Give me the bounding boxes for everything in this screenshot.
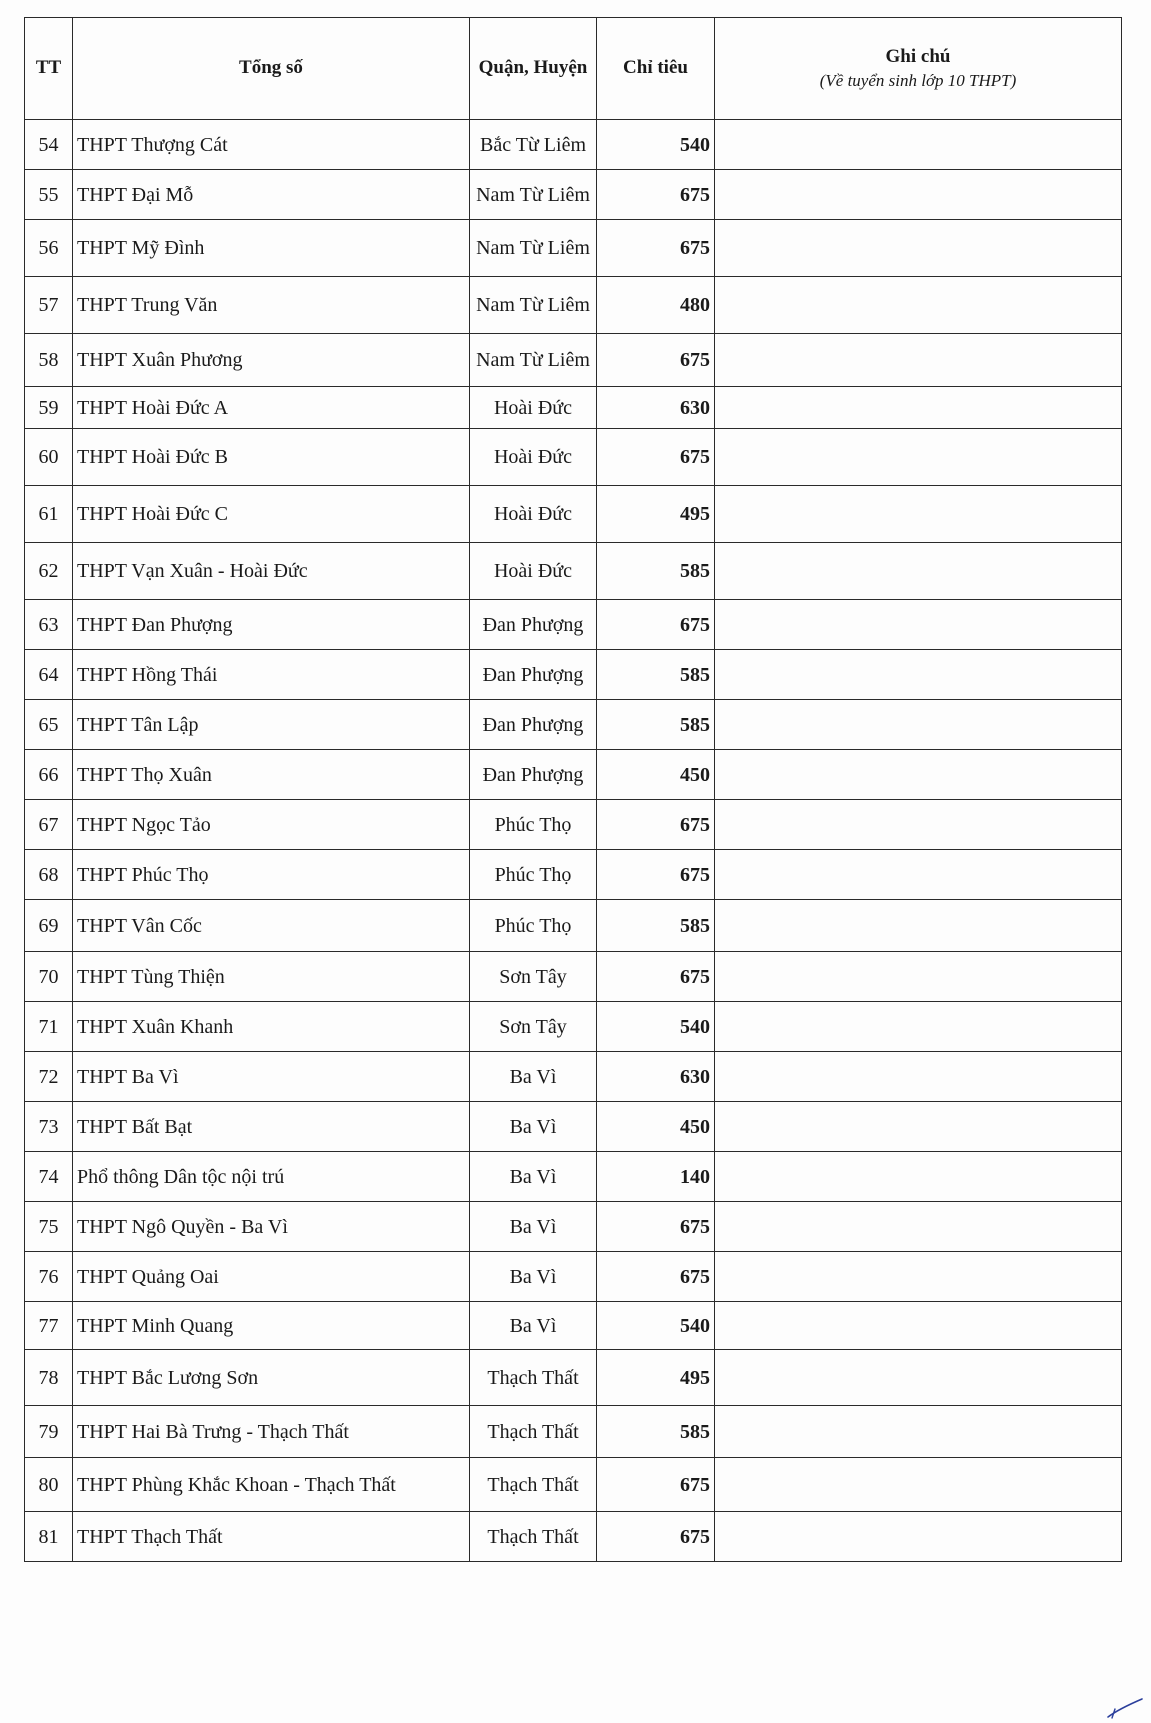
row-number: 78 [25, 1350, 73, 1406]
school-name: THPT Phùng Khắc Khoan - Thạch Thất [73, 1458, 470, 1512]
row-number: 74 [25, 1152, 73, 1202]
quota-value: 675 [597, 850, 715, 900]
header-note-subtitle: (Về tuyển sinh lớp 10 THPT) [819, 70, 1017, 90]
table-row [25, 220, 1122, 277]
row-number: 71 [25, 1002, 73, 1052]
row-number: 70 [25, 952, 73, 1002]
note-cell [715, 952, 1122, 1002]
note-cell [715, 220, 1122, 277]
school-name: THPT Ba Vì [73, 1052, 470, 1102]
district-name: Ba Vì [470, 1102, 597, 1152]
table-row [25, 1406, 1122, 1458]
school-name: THPT Hai Bà Trưng - Thạch Thất [73, 1406, 470, 1458]
row-number: 59 [25, 387, 73, 429]
quota-value: 630 [597, 387, 715, 429]
district-name: Nam Từ Liêm [470, 277, 597, 334]
district-name: Hoài Đức [470, 486, 597, 543]
district-name: Hoài Đức [470, 387, 597, 429]
district-name: Ba Vì [470, 1302, 597, 1350]
table-row [25, 1202, 1122, 1252]
signature-stroke-icon [1106, 1697, 1144, 1719]
note-cell [715, 543, 1122, 600]
school-name: THPT Hồng Thái [73, 650, 470, 700]
header-tt: TT [25, 18, 73, 120]
header-district: Quận, Huyện [470, 18, 597, 120]
table-row [25, 700, 1122, 750]
admission-quota-table [24, 17, 1122, 1562]
note-cell [715, 120, 1122, 170]
quota-value: 450 [597, 1102, 715, 1152]
quota-value: 495 [597, 1350, 715, 1406]
school-name: THPT Trung Văn [73, 277, 470, 334]
table-row [25, 1252, 1122, 1302]
table-header [25, 18, 1122, 120]
row-number: 64 [25, 650, 73, 700]
row-number: 65 [25, 700, 73, 750]
note-cell [715, 1406, 1122, 1458]
quota-value: 675 [597, 334, 715, 387]
header-row [25, 18, 1122, 120]
quota-value: 675 [597, 600, 715, 650]
table-row [25, 387, 1122, 429]
note-cell [715, 900, 1122, 952]
school-name: THPT Minh Quang [73, 1302, 470, 1350]
school-name: THPT Bất Bạt [73, 1102, 470, 1152]
district-name: Sơn Tây [470, 1002, 597, 1052]
note-cell [715, 429, 1122, 486]
table-row [25, 1052, 1122, 1102]
table-row [25, 1152, 1122, 1202]
table-row [25, 543, 1122, 600]
header-note-title: Ghi chú [885, 45, 951, 67]
district-name: Nam Từ Liêm [470, 334, 597, 387]
school-name: THPT Ngô Quyền - Ba Vì [73, 1202, 470, 1252]
table-row [25, 1002, 1122, 1052]
quota-value: 675 [597, 1252, 715, 1302]
row-number: 75 [25, 1202, 73, 1252]
district-name: Phúc Thọ [470, 850, 597, 900]
note-cell [715, 1458, 1122, 1512]
school-name: THPT Đan Phượng [73, 600, 470, 650]
district-name: Ba Vì [470, 1152, 597, 1202]
row-number: 57 [25, 277, 73, 334]
table-row [25, 952, 1122, 1002]
district-name: Thạch Thất [470, 1406, 597, 1458]
table-row [25, 1302, 1122, 1350]
note-cell [715, 600, 1122, 650]
school-name: THPT Hoài Đức B [73, 429, 470, 486]
quota-value: 675 [597, 1458, 715, 1512]
table-row [25, 277, 1122, 334]
note-cell [715, 1512, 1122, 1562]
school-name: THPT Thượng Cát [73, 120, 470, 170]
school-name: THPT Xuân Khanh [73, 1002, 470, 1052]
district-name: Phúc Thọ [470, 800, 597, 850]
table-row [25, 1102, 1122, 1152]
row-number: 56 [25, 220, 73, 277]
note-cell [715, 750, 1122, 800]
quota-value: 450 [597, 750, 715, 800]
note-cell [715, 387, 1122, 429]
district-name: Đan Phượng [470, 600, 597, 650]
row-number: 77 [25, 1302, 73, 1350]
district-name: Hoài Đức [470, 429, 597, 486]
note-cell [715, 277, 1122, 334]
quota-value: 630 [597, 1052, 715, 1102]
school-name: THPT Vạn Xuân - Hoài Đức [73, 543, 470, 600]
table-row [25, 486, 1122, 543]
note-cell [715, 170, 1122, 220]
quota-value: 585 [597, 543, 715, 600]
quota-value: 675 [597, 170, 715, 220]
district-name: Đan Phượng [470, 650, 597, 700]
row-number: 55 [25, 170, 73, 220]
header-name: Tổng số [73, 18, 470, 120]
note-cell [715, 1152, 1122, 1202]
row-number: 68 [25, 850, 73, 900]
school-name: THPT Tùng Thiện [73, 952, 470, 1002]
table-row [25, 120, 1122, 170]
table-row [25, 650, 1122, 700]
note-cell [715, 1202, 1122, 1252]
table-row [25, 1350, 1122, 1406]
table-row [25, 750, 1122, 800]
district-name: Thạch Thất [470, 1512, 597, 1562]
table-row [25, 1512, 1122, 1562]
note-cell [715, 334, 1122, 387]
table-body [25, 120, 1122, 1562]
note-cell [715, 650, 1122, 700]
quota-value: 675 [597, 1512, 715, 1562]
school-name: THPT Mỹ Đình [73, 220, 470, 277]
quota-value: 540 [597, 120, 715, 170]
note-cell [715, 1302, 1122, 1350]
district-name: Bắc Từ Liêm [470, 120, 597, 170]
school-name: THPT Hoài Đức C [73, 486, 470, 543]
row-number: 54 [25, 120, 73, 170]
quota-value: 675 [597, 952, 715, 1002]
quota-value: 585 [597, 650, 715, 700]
quota-value: 675 [597, 220, 715, 277]
district-name: Ba Vì [470, 1202, 597, 1252]
quota-value: 675 [597, 1202, 715, 1252]
district-name: Đan Phượng [470, 700, 597, 750]
note-cell [715, 486, 1122, 543]
district-name: Nam Từ Liêm [470, 220, 597, 277]
district-name: Sơn Tây [470, 952, 597, 1002]
district-name: Ba Vì [470, 1252, 597, 1302]
note-cell [715, 1252, 1122, 1302]
table-row [25, 170, 1122, 220]
school-name: Phổ thông Dân tộc nội trú [73, 1152, 470, 1202]
district-name: Thạch Thất [470, 1350, 597, 1406]
row-number: 73 [25, 1102, 73, 1152]
school-name: THPT Bắc Lương Sơn [73, 1350, 470, 1406]
school-name: THPT Quảng Oai [73, 1252, 470, 1302]
row-number: 67 [25, 800, 73, 850]
note-cell [715, 1052, 1122, 1102]
note-cell [715, 1002, 1122, 1052]
row-number: 60 [25, 429, 73, 486]
row-number: 80 [25, 1458, 73, 1512]
row-number: 66 [25, 750, 73, 800]
school-name: THPT Tân Lập [73, 700, 470, 750]
row-number: 69 [25, 900, 73, 952]
quota-value: 675 [597, 429, 715, 486]
row-number: 81 [25, 1512, 73, 1562]
row-number: 79 [25, 1406, 73, 1458]
row-number: 61 [25, 486, 73, 543]
row-number: 58 [25, 334, 73, 387]
district-name: Thạch Thất [470, 1458, 597, 1512]
quota-value: 480 [597, 277, 715, 334]
note-cell [715, 1102, 1122, 1152]
quota-value: 675 [597, 800, 715, 850]
table-row [25, 1458, 1122, 1512]
header-note [715, 18, 1122, 120]
district-name: Đan Phượng [470, 750, 597, 800]
school-name: THPT Vân Cốc [73, 900, 470, 952]
quota-value: 585 [597, 1406, 715, 1458]
quota-value: 585 [597, 700, 715, 750]
row-number: 76 [25, 1252, 73, 1302]
district-name: Phúc Thọ [470, 900, 597, 952]
quota-value: 540 [597, 1002, 715, 1052]
school-name: THPT Ngọc Tảo [73, 800, 470, 850]
note-cell [715, 850, 1122, 900]
school-name: THPT Hoài Đức A [73, 387, 470, 429]
header-quota: Chỉ tiêu [597, 18, 715, 120]
district-name: Ba Vì [470, 1052, 597, 1102]
district-name: Nam Từ Liêm [470, 170, 597, 220]
row-number: 63 [25, 600, 73, 650]
school-name: THPT Thọ Xuân [73, 750, 470, 800]
table-row [25, 600, 1122, 650]
school-name: THPT Xuân Phương [73, 334, 470, 387]
table-row [25, 850, 1122, 900]
table-row [25, 800, 1122, 850]
table-row [25, 334, 1122, 387]
table-row [25, 900, 1122, 952]
row-number: 62 [25, 543, 73, 600]
row-number: 72 [25, 1052, 73, 1102]
note-cell [715, 800, 1122, 850]
table-row [25, 429, 1122, 486]
note-cell [715, 1350, 1122, 1406]
quota-value: 540 [597, 1302, 715, 1350]
quota-value: 140 [597, 1152, 715, 1202]
school-name: THPT Phúc Thọ [73, 850, 470, 900]
quota-value: 495 [597, 486, 715, 543]
district-name: Hoài Đức [470, 543, 597, 600]
school-name: THPT Đại Mỗ [73, 170, 470, 220]
school-name: THPT Thạch Thất [73, 1512, 470, 1562]
quota-value: 585 [597, 900, 715, 952]
note-cell [715, 700, 1122, 750]
